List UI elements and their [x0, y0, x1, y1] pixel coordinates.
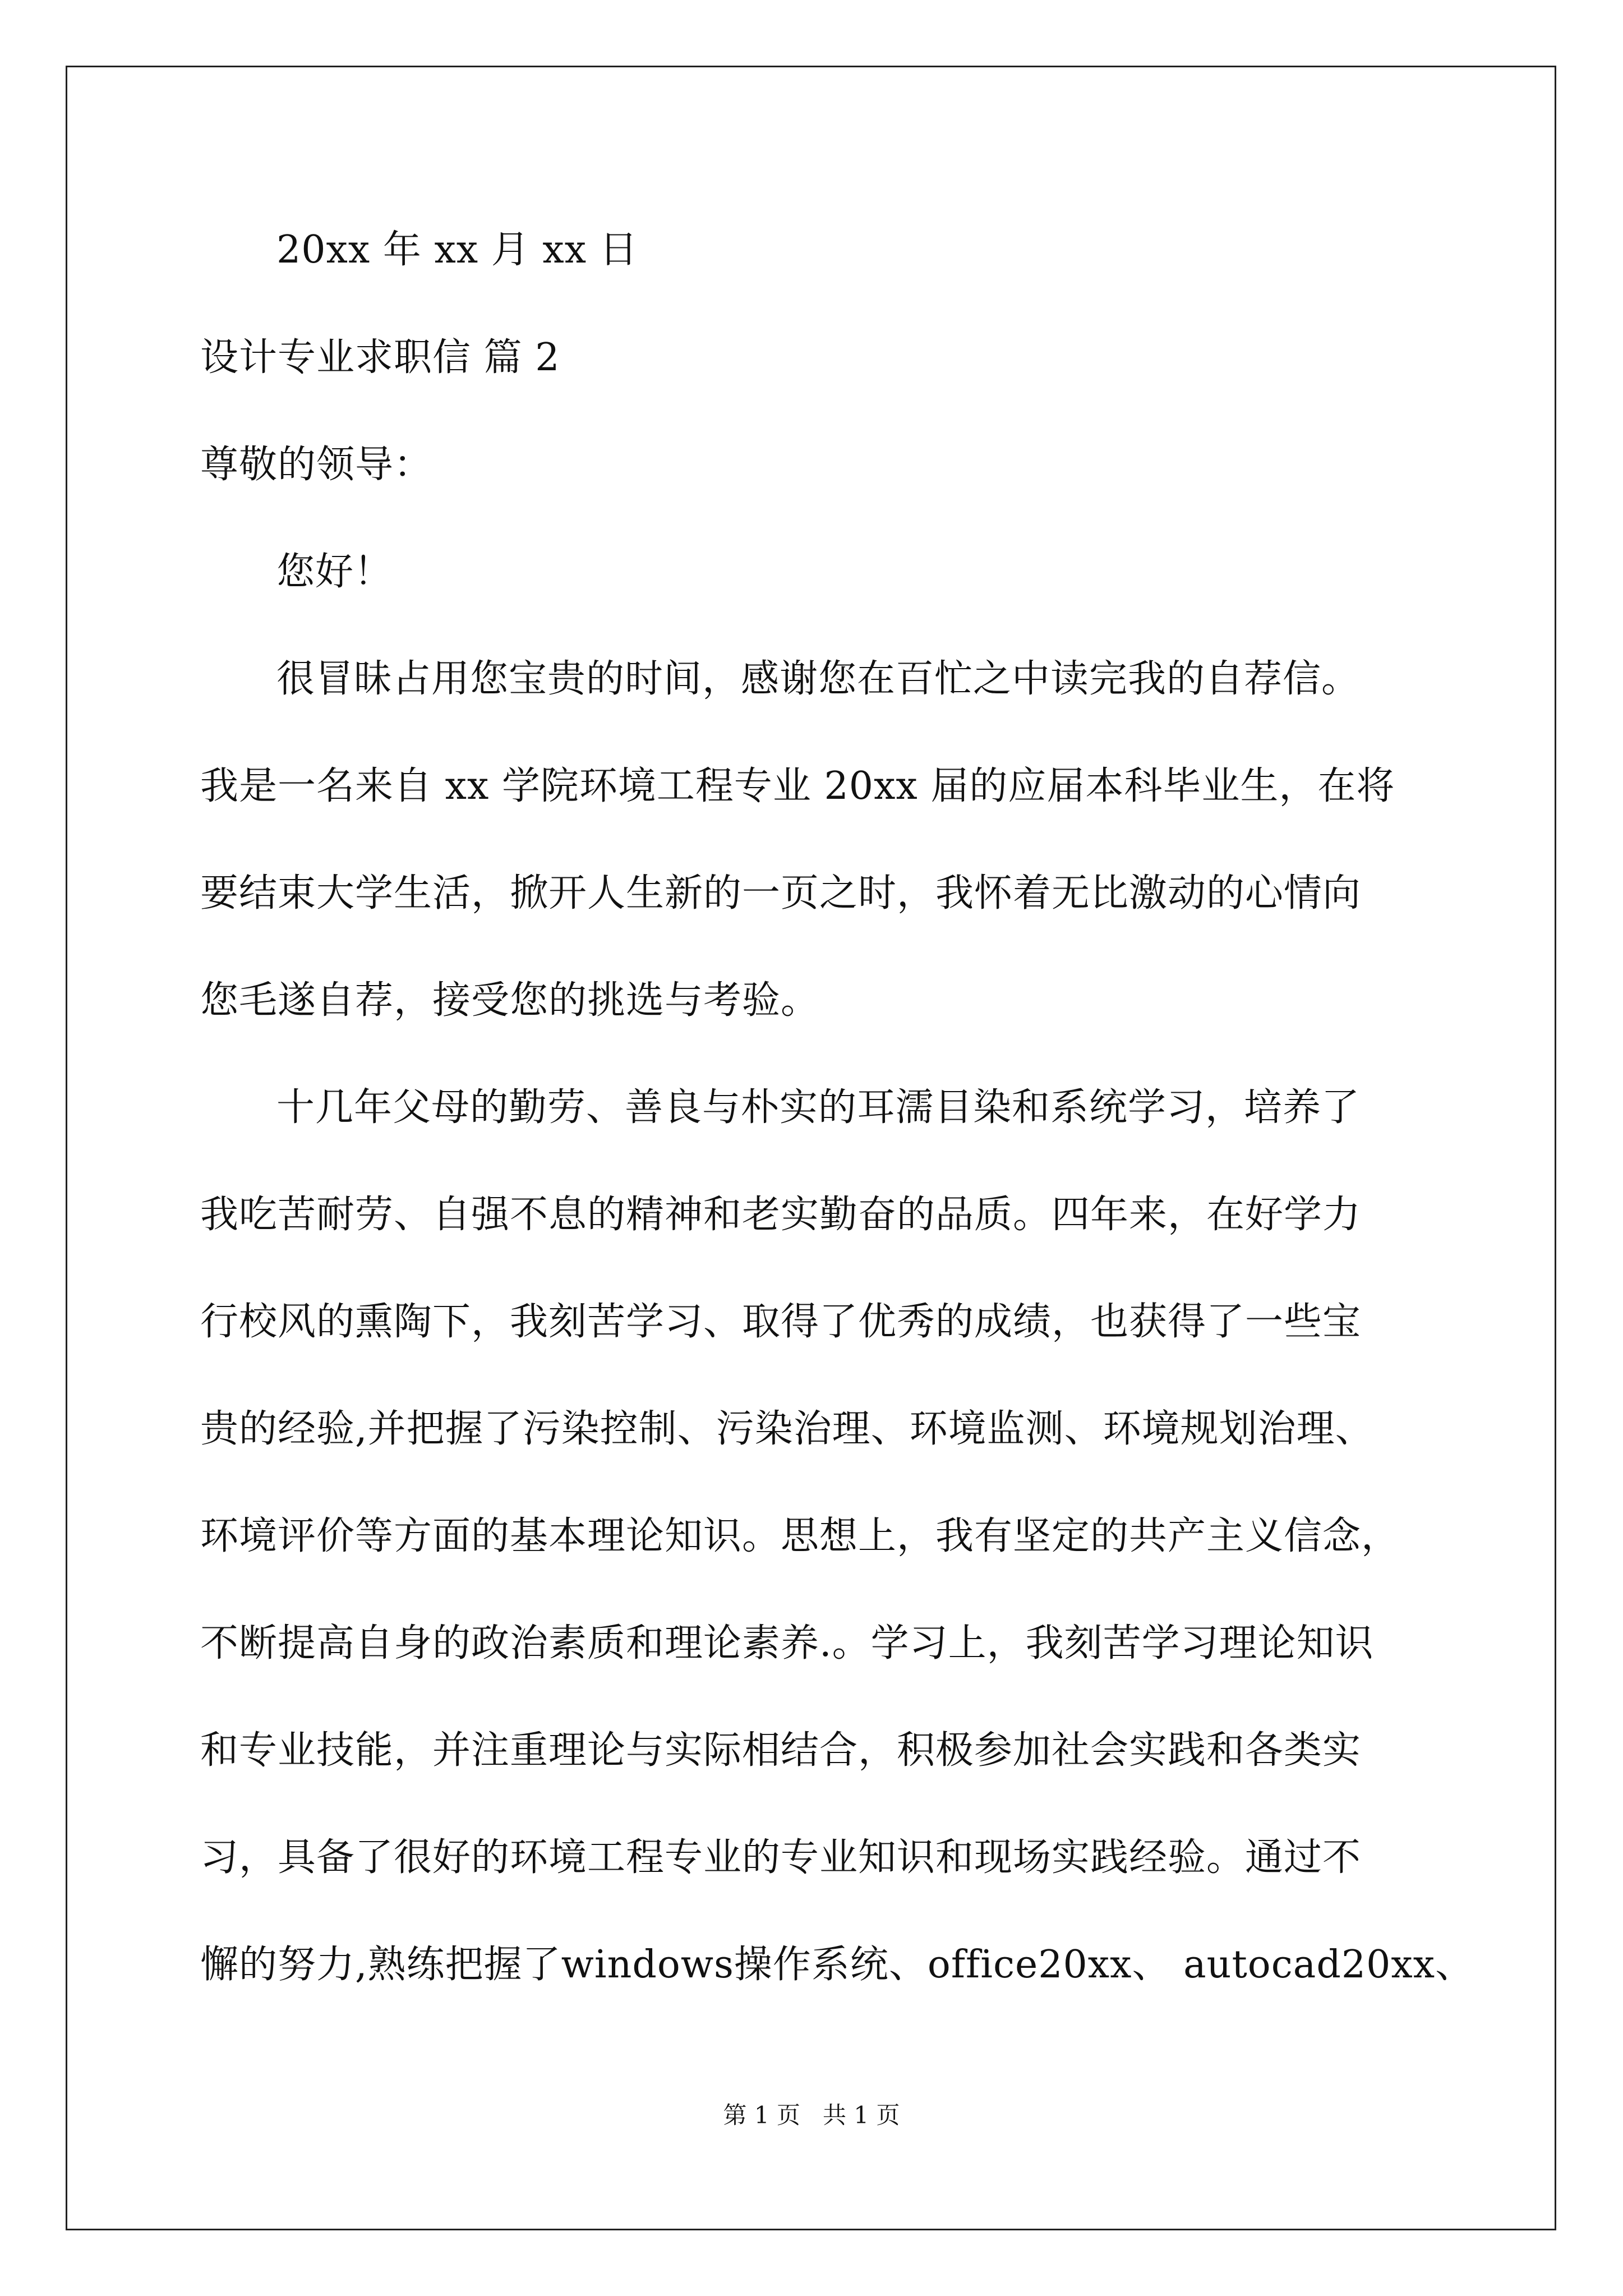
- paragraph2-line-4: 贵的经验,并把握了污染控制、污染治理、环境监测、环境规划治理、: [200, 1407, 1374, 1451]
- paragraph2-line-9: 懈的努力,熟练把握了windows操作系统、office20xx、 autocad20xx、: [200, 1943, 1474, 1987]
- paragraph1-line-3: 要结束大学生活，掀开人生新的一页之时，我怀着无比激动的心情向: [200, 871, 1362, 915]
- paragraph2-line-1: 十几年父母的勤劳、善良与朴实的耳濡目染和系统学习，培养了: [276, 1085, 1361, 1130]
- paragraph2-line-2: 我吃苦耐劳、自强不息的精神和老实勤奋的品质。四年来，在好学力: [200, 1193, 1362, 1237]
- paragraph2-line-5: 环境评价等方面的基本理论知识。思想上，我有坚定的共产主义信念，: [200, 1514, 1400, 1558]
- paragraph2-line-7: 和专业技能，并注重理论与实际相结合，积极参加社会实践和各类实: [200, 1728, 1362, 1773]
- section-title: 设计专业求职信 篇 2: [200, 335, 560, 380]
- paragraph1-line-1: 很冒昧占用您宝贵的时间，感谢您在百忙之中读完我的自荐信。: [276, 657, 1361, 701]
- paragraph2-line-6: 不断提高自身的政治素质和理论素养.。学习上，我刻苦学习理论知识: [200, 1621, 1374, 1665]
- salutation: 尊敬的领导：: [200, 443, 433, 487]
- paragraph1-line-2: 我是一名来自 xx 学院环境工程专业 20xx 届的应届本科毕业生，在将: [200, 764, 1395, 808]
- page-footer: 第 1 页 共 1 页: [723, 2101, 900, 2129]
- paragraph2-line-3: 行校风的熏陶下，我刻苦学习、取得了优秀的成绩，也获得了一些宝: [200, 1300, 1362, 1344]
- paragraph2-line-8: 习，具备了很好的环境工程专业的专业知识和现场实践经验。通过不: [200, 1835, 1362, 1880]
- paragraph1-line-4: 您毛遂自荐，接受您的挑选与考验。: [200, 978, 820, 1023]
- greeting: 您好！: [276, 550, 393, 594]
- date-line: 20xx 年 xx 月 xx 日: [276, 228, 638, 272]
- page-border: [66, 66, 1556, 2230]
